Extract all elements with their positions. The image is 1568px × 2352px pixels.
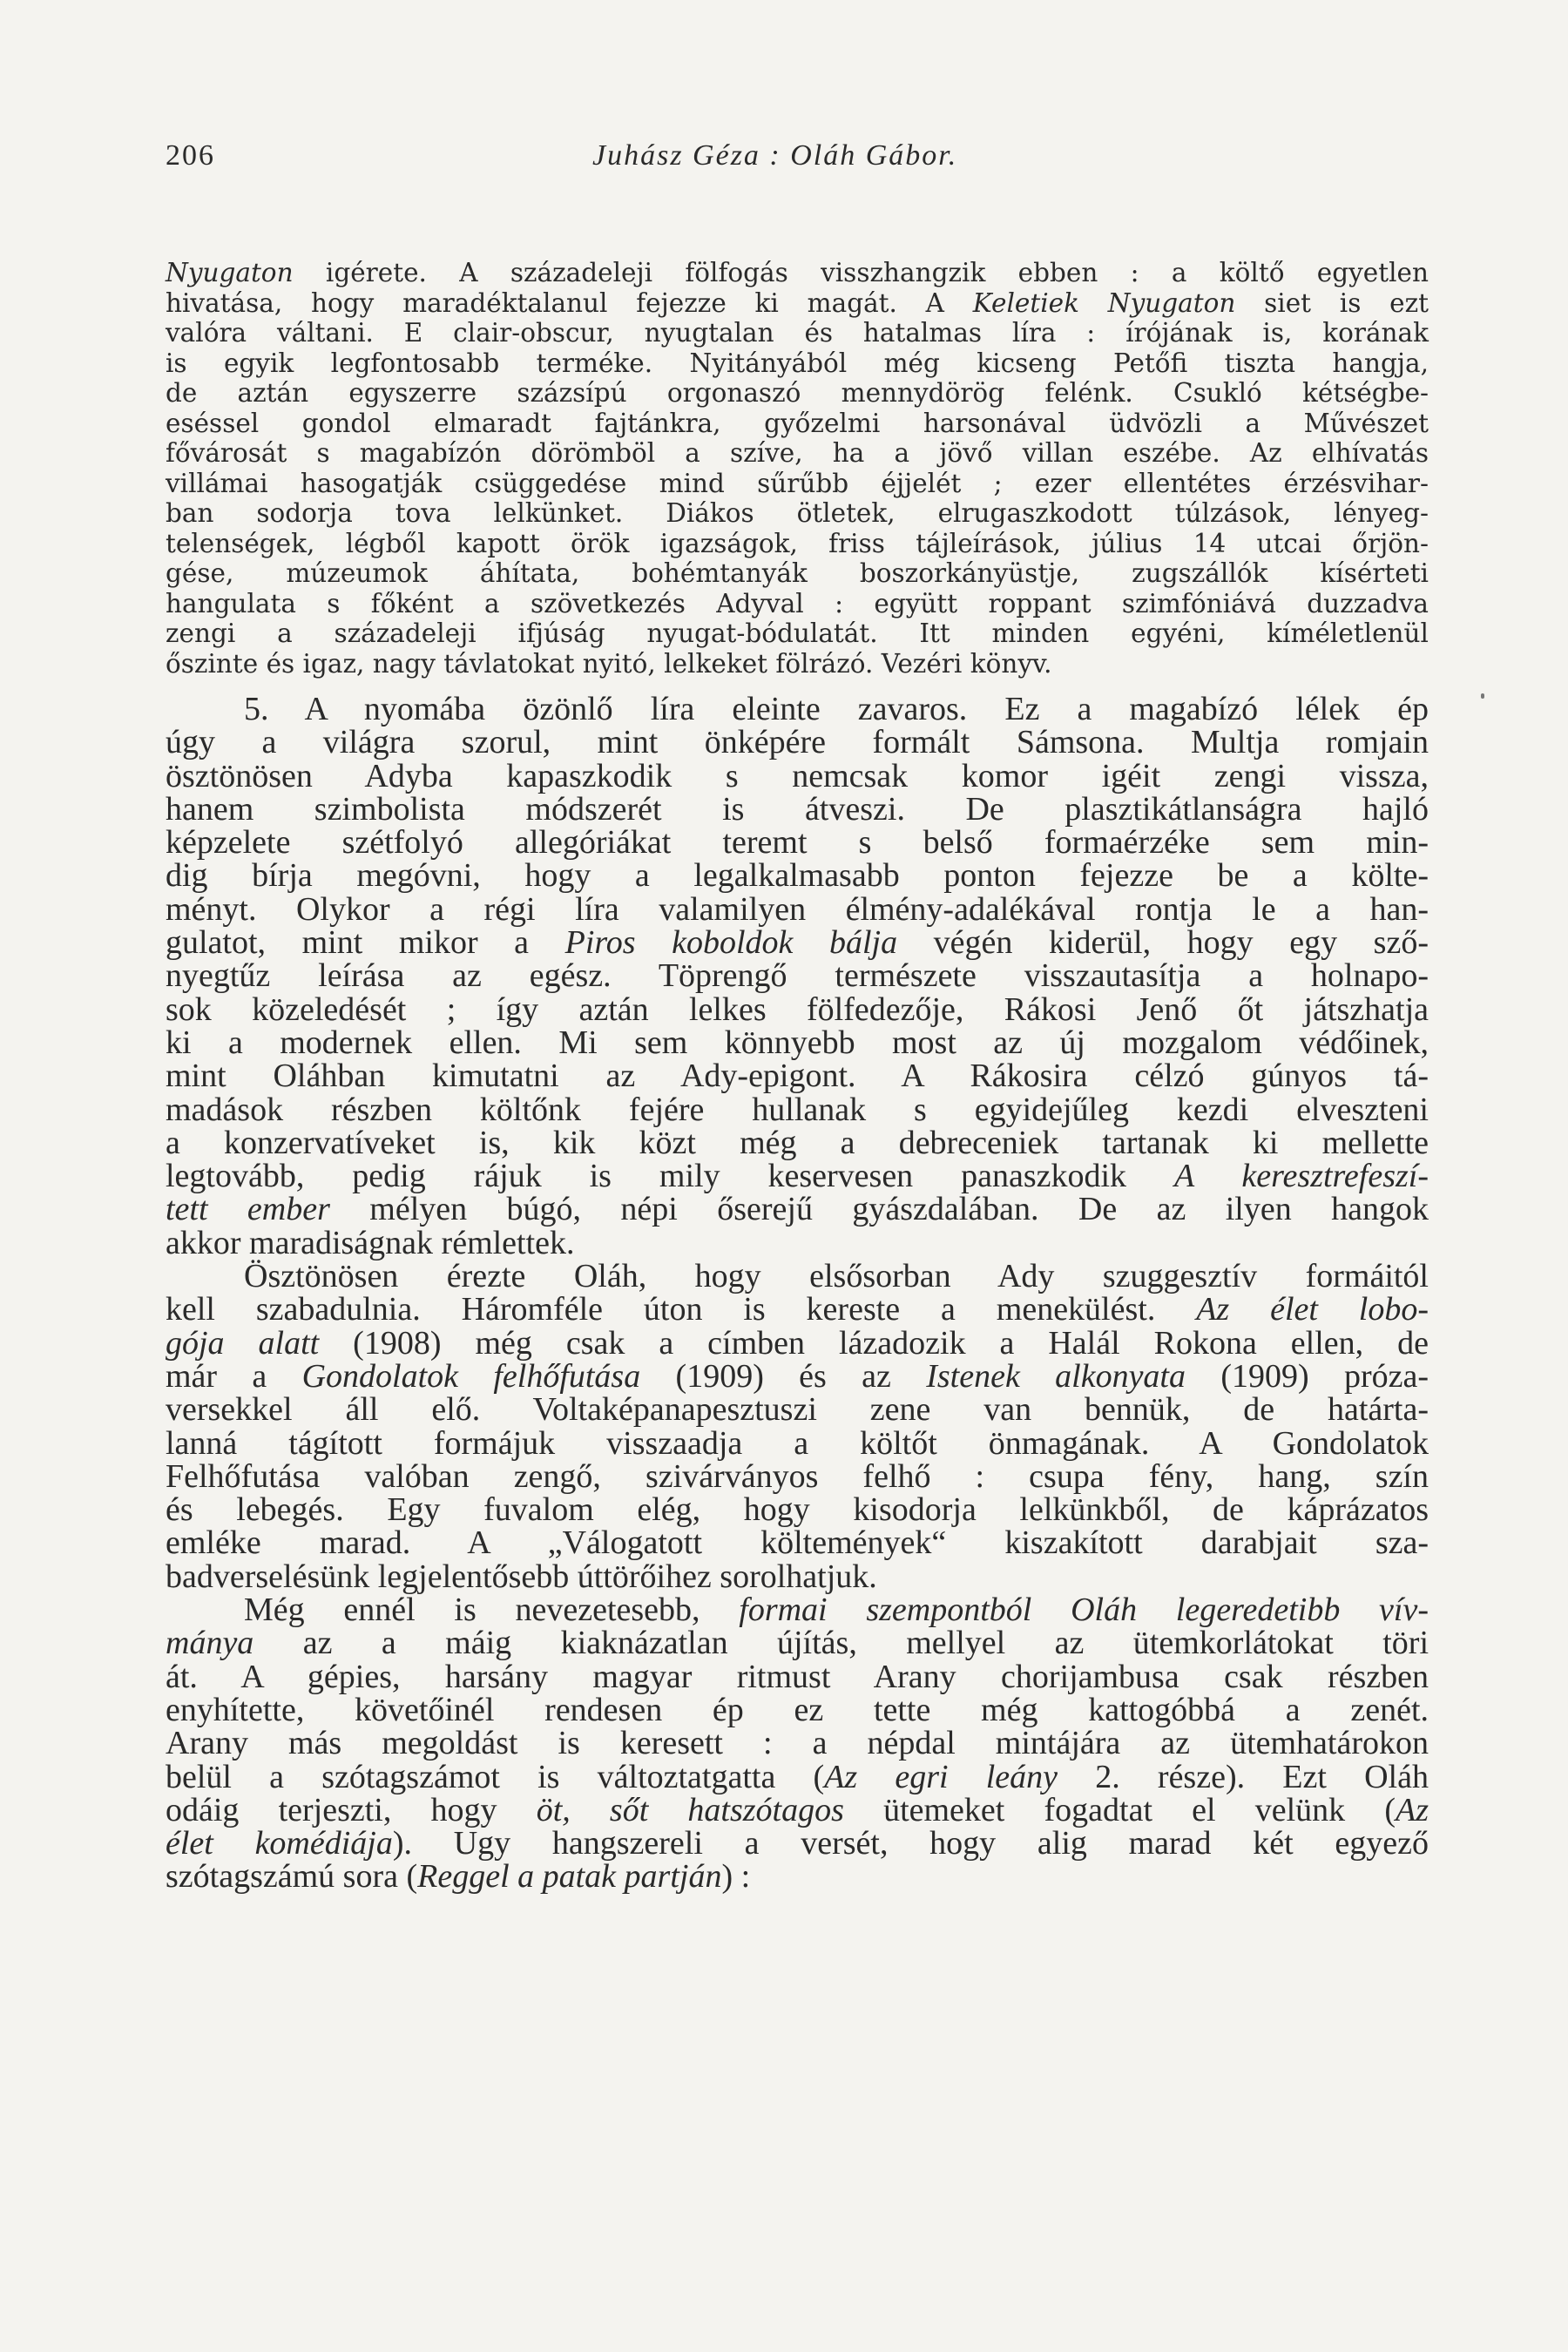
text-run: gulatot, mint mikor a	[166, 924, 565, 962]
italic-title: Keletiek Nyugaton	[972, 287, 1236, 318]
italic-title: Az	[1396, 1791, 1429, 1828]
italic-title: Gondolatok felhőfutása	[301, 1357, 641, 1395]
text-run: ki a modernek ellen. Mi sem könnyebb most az új mozgalom védőinek,	[166, 1024, 1429, 1061]
text-run: lanná tágított formájuk visszaadja a költőt önmagának. A Gondolatok	[166, 1424, 1429, 1462]
text-line	[166, 693, 1429, 726]
italic-title: tett ember	[166, 1191, 330, 1228]
text-line	[166, 1524, 1429, 1562]
text-run: versekkel áll elő. Voltaképanapesztuszi zene van bennük, de határta-	[166, 1391, 1429, 1429]
italic-title: öt, sőt hatszótagos	[536, 1791, 844, 1828]
text-line	[166, 1592, 1429, 1629]
text-run: át. A gépies, harsány magyar ritmust Arany chorijambusa csak részben	[166, 1658, 1429, 1695]
text-line	[166, 258, 1429, 288]
text-run: telenségek, légből kapott örök igazságok, friss tájleírások, július 14 utcai őrjön-	[166, 528, 1429, 558]
text-line	[166, 1193, 1429, 1226]
text-run: ban sodorja tova lelkünket. Diákos ötletek, elrugaszkodott túlzások, lényeg-	[166, 498, 1429, 528]
text-run: 5. A nyomába özönlő líra eleinte zavaros. Ez a magabízó lélek ép	[244, 691, 1429, 727]
text-run: (1909) és az	[640, 1357, 927, 1395]
text-run: az a máig kiaknázatlan újítás, mellyel az ütemkorlátokat töri	[253, 1625, 1429, 1662]
text-line	[166, 529, 1429, 559]
text-run: madások részben költőnk fejére hullanak s egyidejűleg kezdi elveszteni	[166, 1091, 1429, 1128]
text-run: nyegtűz leírása az egész. Töprengő természete visszautasítja a holnapo-	[166, 957, 1429, 995]
text-run: fővárosát s magabízón dörömböl a szíve, ha a jövő villan eszébe. Az elhívatás	[166, 438, 1429, 468]
text-line	[166, 757, 1429, 794]
text-run: őszinte és igaz, nagy távlatokat nyitó, lelkeket fölrázó. Vezéri könyv.	[166, 648, 1052, 679]
text-run: dig bírja megóvni, hogy a legalkalmasabb ponton fejezze be a költe-	[166, 857, 1429, 895]
text-line	[166, 649, 1429, 679]
text-run: úgy a világra szorul, mint önképére formált Sámsona. Multja romjain	[166, 724, 1429, 761]
text-run: zengi a századeleji ifjúság nyugat-bódulatát. Itt minden egyéni, kíméletlenül	[166, 618, 1429, 648]
text-line	[166, 589, 1429, 619]
text-run: kell szabadulnia. Háromféle úton is kereste a menekülést.	[166, 1291, 1197, 1328]
text-line	[166, 1093, 1429, 1126]
text-run: ményt. Olykor a régi líra valamilyen élmény-adalékával rontja le a han-	[166, 890, 1429, 928]
text-line	[166, 990, 1429, 1028]
text-run: mélyen búgó, népi őserejű gyászdalában. De az ilyen hangok	[329, 1191, 1429, 1228]
italic-title: mánya	[166, 1625, 254, 1662]
text-run: odáig terjeszti, hogy	[166, 1791, 537, 1828]
italic-title: Az élet lobo-	[1196, 1291, 1429, 1328]
text-line	[166, 726, 1429, 759]
text-line	[166, 1357, 1429, 1395]
italic-title: A keresztrefeszí-	[1173, 1158, 1429, 1195]
text-line	[166, 924, 1429, 962]
text-line	[166, 1293, 1429, 1326]
text-line	[166, 857, 1429, 895]
text-run: Még ennél is nevezetesebb,	[244, 1592, 740, 1629]
text-run: (1908) még csak a címben lázadozik a Halál Rokona ellen, de	[319, 1324, 1429, 1362]
text-run: legtovább, pedig rájuk is mily keservesen panaszkodik	[166, 1158, 1174, 1195]
text-line	[166, 1660, 1429, 1693]
italic-title: Az egri leány	[824, 1758, 1058, 1795]
text-line	[166, 1391, 1429, 1429]
text-run: és lebegés. Egy fuvalom elég, hogy kisodorja lelkünkből, de káprázatos	[166, 1491, 1429, 1529]
italic-title: gója alatt	[166, 1324, 320, 1362]
print-speck	[1481, 693, 1484, 699]
text-line	[166, 409, 1429, 439]
text-run: Ösztönösen érezte Oláh, hogy elsősorban Ady szuggesztív formáitól	[244, 1258, 1429, 1295]
text-line	[166, 378, 1429, 409]
text-run: villámai hasogatják csüggedése mind sűrűbb éjjelét ; ezer ellentétes érzésvihar-	[166, 468, 1429, 498]
text-line	[166, 348, 1429, 379]
text-run: siet is ezt	[1235, 287, 1429, 318]
text-line	[166, 318, 1429, 348]
text-run: (1909) próza-	[1186, 1357, 1429, 1395]
italic-title: formai szempontból Oláh legeredetibb vív-	[739, 1592, 1429, 1629]
text-run: enyhítette, követőinél rendesen ép ez tette még kattogóbbá a zenét.	[166, 1691, 1429, 1728]
text-run: badverselésünk legjelentősebb úttörőihez sorolhatjuk.	[166, 1558, 877, 1595]
text-line	[166, 1424, 1429, 1462]
text-run: hivatása, hogy maradéktalanul fejezze ki magát. A	[166, 287, 973, 318]
text-line	[166, 1224, 1429, 1261]
text-run: ütemeket fogadtat el velünk (	[843, 1791, 1396, 1828]
text-run: gése, múzeumok áhítata, bohémtanyák boszorkányüstje, zugszállók kísérteti	[166, 558, 1429, 588]
text-line	[166, 1625, 1429, 1662]
text-line	[166, 469, 1429, 499]
text-run: sok közeledését ; így aztán lelkes fölfedezője, Rákosi Jenő őt játszhatja	[166, 990, 1429, 1028]
text-line	[166, 1858, 1429, 1896]
italic-title: Reggel a patak partján	[417, 1858, 722, 1896]
text-line	[166, 1457, 1429, 1495]
text-line	[166, 957, 1429, 995]
main-text-body	[166, 693, 1429, 1894]
text-run: a konzervatíveket is, kik közt még a debreceniek tartanak ki mellette	[166, 1124, 1429, 1161]
text-line	[166, 1758, 1429, 1795]
text-run: ) :	[721, 1858, 751, 1896]
text-run: hanem szimbolista módszerét is átveszi. De plasztikátlanságra hajló	[166, 790, 1429, 828]
text-line	[166, 1791, 1429, 1828]
text-line	[166, 438, 1429, 469]
italic-title: Istenek alkonyata	[926, 1357, 1186, 1395]
text-run: belül a szótagszámot is változtatgatta (	[166, 1758, 825, 1795]
text-run: ösztönösen Adyba kapaszkodik s nemcsak komor igéit zengi vissza,	[166, 757, 1429, 794]
text-run: szótagszámú sora (	[166, 1858, 418, 1896]
text-run: Arany más megoldást is keresett : a népdal mintájára az ütemhatárokon	[166, 1725, 1429, 1762]
text-line	[166, 1324, 1429, 1362]
text-run: 2. része). Ezt Oláh	[1058, 1758, 1429, 1795]
text-run: akkor maradiságnak rémlettek.	[166, 1224, 575, 1261]
text-run: végén kiderül, hogy egy sző-	[897, 924, 1429, 962]
text-line	[166, 1727, 1429, 1760]
text-run: ). Ugy hangszereli a versét, hogy alig marad két egyező	[392, 1825, 1429, 1862]
text-run: de aztán egyszerre százsípú orgonaszó mennydörög felénk. Csukló kétségbe-	[166, 378, 1429, 408]
text-line	[166, 1058, 1429, 1095]
text-line	[166, 1827, 1429, 1860]
small-print-paragraph	[166, 258, 1429, 679]
italic-title: Nyugaton	[166, 258, 294, 287]
text-run: képzelete szétfolyó allegóriákat teremt s belső formaérzéke sem min-	[166, 824, 1429, 862]
text-line	[166, 498, 1429, 529]
text-line	[166, 1491, 1429, 1529]
text-line	[166, 1560, 1429, 1593]
text-run: is egyik legfontosabb terméke. Nyitányából még kicseng Petőfi tiszta hangja,	[166, 348, 1429, 378]
text-run: emléke marad. A „Válogatott költemények“ kiszakított darabjait sza-	[166, 1524, 1429, 1562]
text-run: igérete. A századeleji fölfogás visszhangzik ebben : a költő egyetlen	[293, 258, 1429, 287]
text-line	[166, 1159, 1429, 1193]
text-line	[166, 824, 1429, 862]
text-run: már a	[166, 1357, 302, 1395]
text-line	[166, 558, 1429, 589]
italic-title: élet komédiája	[166, 1825, 393, 1862]
text-line	[166, 790, 1429, 828]
text-line	[166, 1260, 1429, 1293]
text-run: eséssel gondol elmaradt fajtánkra, győzelmi harsonával üdvözli a Művészet	[166, 408, 1429, 438]
text-line	[166, 1126, 1429, 1159]
text-run: mint Oláhban kimutatni az Ady-epigont. A Rákosira célzó gúnyos tá-	[166, 1058, 1429, 1095]
text-run: Felhőfutása valóban zengő, szivárványos felhő : csupa fény, hang, szín	[166, 1457, 1429, 1495]
running-title: Juhász Géza : Oláh Gábor.	[592, 139, 958, 172]
text-run: hangulata s főként a szövetkezés Adyval : együtt roppant szimfóniává duzzadva	[166, 588, 1429, 618]
page-number: 206	[166, 139, 215, 172]
text-line	[166, 618, 1429, 649]
text-run: valóra váltani. E clair-obscur, nyugtalan és hatalmas líra : írójának is, korának	[166, 318, 1429, 348]
text-line	[166, 890, 1429, 928]
italic-title: Piros koboldok bálja	[564, 924, 898, 962]
text-line	[166, 1693, 1429, 1727]
text-line	[166, 1026, 1429, 1059]
text-line	[166, 288, 1429, 319]
